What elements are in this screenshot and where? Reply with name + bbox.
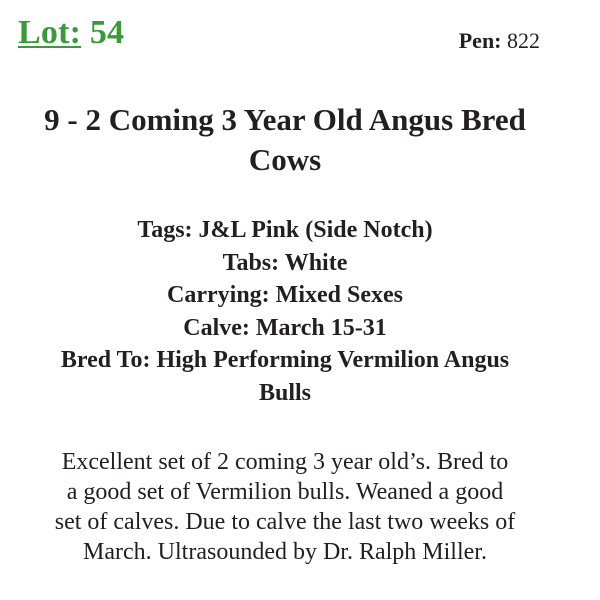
detail-tags: Tags: J&L Pink (Side Notch) (137, 217, 433, 243)
pen-label: Pen: (458, 28, 502, 53)
title-line: Cows (248, 142, 322, 177)
detail-carrying: Carrying: Mixed Sexes (167, 282, 403, 308)
lot-details (0, 214, 570, 409)
lot-label: Lot: (18, 14, 82, 51)
description-line: March. Ultrasounded by Dr. Ralph Miller. (83, 539, 487, 565)
pen-info (459, 28, 540, 54)
description-line: set of calves. Due to calve the last two weeks of (54, 509, 516, 535)
pen-number: 822 (507, 28, 540, 53)
lot-header (18, 14, 540, 58)
detail-bred-to: Bred To: High Performing Vermilion Angus (60, 347, 510, 373)
description-line: a good set of Vermilion bulls. Weaned a good (66, 479, 504, 505)
detail-calve: Calve: March 15-31 (183, 314, 387, 341)
detail-bred-to-continued: Bulls (258, 379, 312, 406)
detail-tabs: Tabs: White (222, 249, 348, 276)
lot-description (0, 447, 570, 567)
lot-heading (18, 14, 124, 52)
description-line: Excellent set of 2 coming 3 year old’s. Bred to (61, 449, 509, 475)
lot-title (0, 100, 570, 180)
lot-number: 54 (89, 14, 125, 51)
title-line: 9 - 2 Coming 3 Year Old Angus Bred (44, 102, 526, 137)
